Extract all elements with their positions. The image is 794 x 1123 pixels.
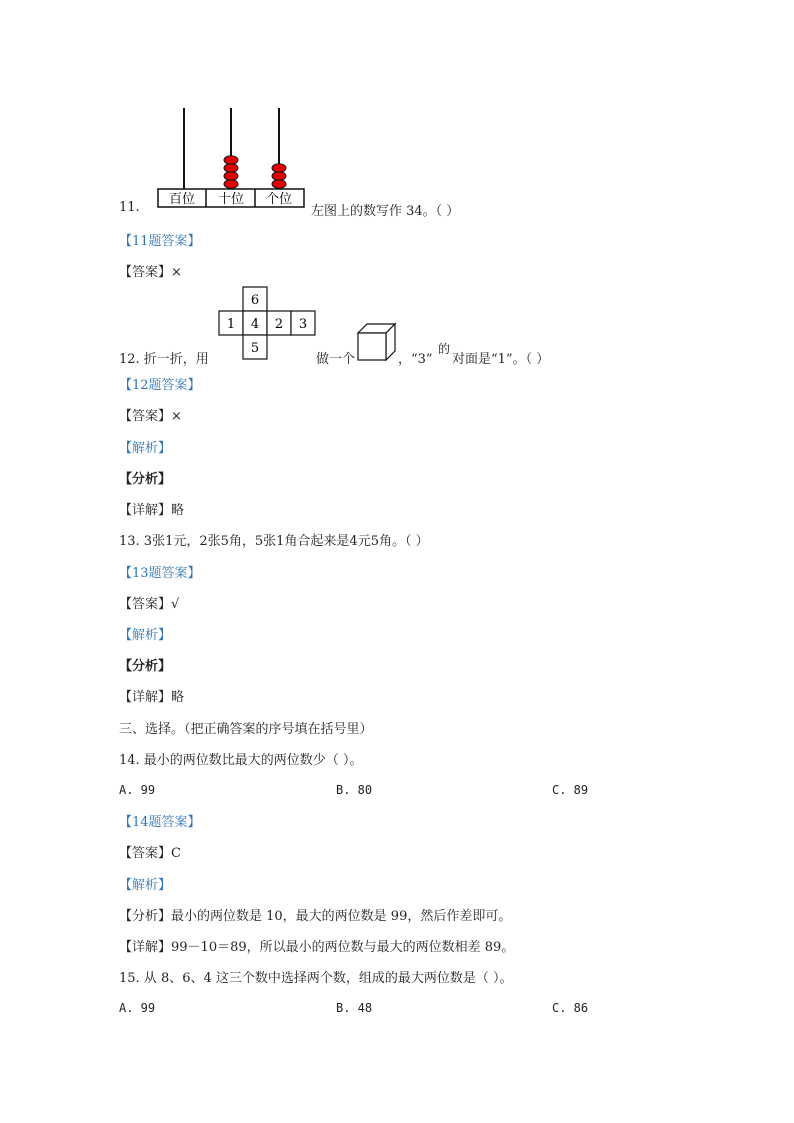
abacus-label-hundreds: 百位 (168, 192, 196, 207)
q14-answer: 【答案】C (119, 846, 181, 861)
abacus-label-ones: 个位 (265, 192, 293, 207)
q15-option-c: C. 86 (552, 1001, 589, 1015)
q12-analysis: 【解析】 (119, 441, 172, 456)
abacus-figure (150, 105, 310, 211)
q13-statement: 13. 3张1元，2张5角，5张1角合起来是4元5角。（ ） (119, 534, 429, 549)
q12-answer-header: 【12题答案】 (119, 378, 201, 393)
q11-answer-header: 【11题答案】 (119, 234, 201, 249)
q14-option-c: C. 89 (552, 783, 589, 797)
q15-statement: 15. 从 8、6、4 这三个数中选择两个数，组成的最大两位数是（ ）。 (119, 971, 513, 986)
q14-detail: 【详解】99－10＝89，所以最小的两位数与最大的两位数相差 89。 (119, 940, 515, 955)
q13-analysis: 【解析】 (119, 628, 172, 643)
q12-detail: 【详解】略 (119, 503, 185, 518)
q14-option-a: A. 99 (119, 783, 156, 797)
q14-option-b: B. 80 (336, 783, 373, 797)
section-3-heading: 三、选择。（把正确答案的序号填在括号里） (119, 722, 373, 737)
q15-option-a: A. 99 (119, 1001, 156, 1015)
net-face-4: 4 (250, 317, 260, 332)
q15-option-b: B. 48 (336, 1001, 373, 1015)
q11-number: 11. (119, 200, 140, 215)
q12-tail: 对面是“1”。（ ） (452, 352, 550, 367)
cube-icon (356, 322, 398, 362)
q12-number: 12. 折一折，用 (119, 352, 209, 367)
q14-fenxi: 【分析】最小的两位数是 10，最大的两位数是 99，然后作差即可。 (119, 909, 512, 924)
q12-fenxi: 【分析】 (119, 472, 172, 487)
q14-answer-header: 【14题答案】 (119, 815, 201, 830)
q13-fenxi: 【分析】 (119, 659, 172, 674)
abacus-bead-tens (224, 180, 238, 189)
cube-net-figure (218, 286, 318, 360)
net-face-3: 3 (298, 317, 308, 332)
q11-answer: 【答案】× (119, 265, 182, 280)
q14-statement: 14. 最小的两位数比最大的两位数少（ ）。 (119, 753, 363, 768)
q12-answer: 【答案】× (119, 409, 182, 424)
q13-answer: 【答案】√ (119, 597, 180, 612)
q12-middle: 做一个 (316, 352, 356, 367)
abacus-bead-tens (224, 172, 238, 181)
q13-answer-header: 【13题答案】 (119, 566, 201, 581)
abacus-bead-ones (272, 164, 286, 173)
abacus-bead-ones (272, 180, 286, 189)
abacus-label-tens: 十位 (217, 192, 245, 207)
q11-statement: 左图上的数写作 34。（ ） (311, 204, 460, 219)
q12-quote: ，“3” (398, 352, 433, 367)
abacus-bead-tens (224, 156, 238, 165)
net-face-5: 5 (250, 341, 260, 356)
net-face-2: 2 (274, 317, 284, 332)
net-face-1: 1 (226, 317, 236, 332)
q14-analysis: 【解析】 (119, 878, 172, 893)
net-face-6: 6 (250, 293, 260, 308)
abacus-bead-tens (224, 164, 238, 173)
abacus-bead-ones (272, 172, 286, 181)
q13-detail: 【详解】略 (119, 690, 185, 705)
q12-de: 的 (438, 342, 451, 356)
